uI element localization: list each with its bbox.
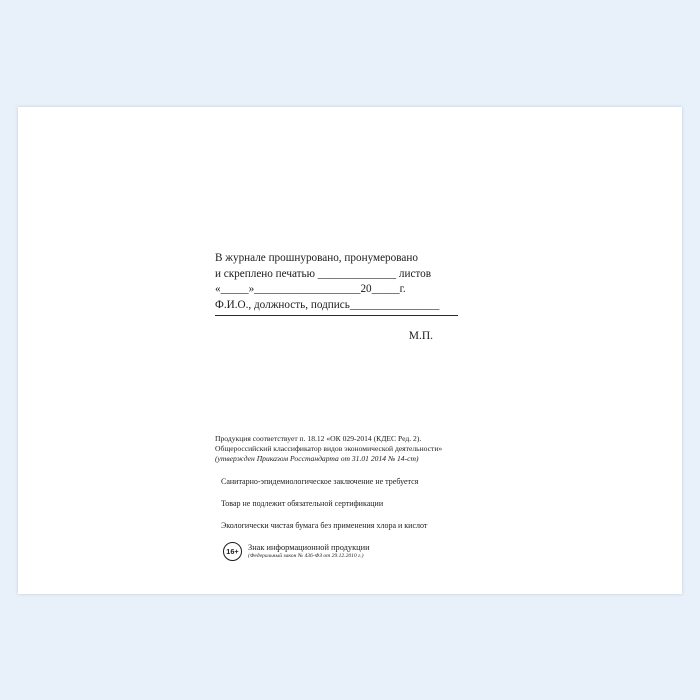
age-mark-row: [215, 542, 515, 561]
conformity-line-1: Продукция соответствует п. 18.12 «ОК 029-2014 (КДЕС Ред. 2).: [215, 434, 422, 443]
signature-rule: [215, 315, 458, 316]
age-rating-icon: 16+: [223, 542, 242, 561]
statement-eco-paper: Экологически чистая бумага без применения хлора и кислот: [221, 520, 428, 530]
legal-block: [215, 434, 515, 561]
legal-spacer-3: [215, 509, 515, 520]
conformity-line-3: (утвержден Приказом Росстандарта от 31.01 2014 № 14-ст): [215, 454, 419, 464]
statement-sanitary: Санитарно-эпидемиологическое заключение не требуется: [221, 476, 419, 486]
legal-spacer-2: [215, 487, 515, 498]
certification-line-4: Ф.И.О., должность, подпись________________: [215, 298, 440, 311]
certification-line-1: В журнале прошнуровано, пронумеровано: [215, 252, 418, 264]
legal-spacer: [215, 465, 515, 476]
age-mark-subtitle: (Федеральный закон № 436-ФЗ от 29.12.2010 г.): [248, 553, 364, 560]
certification-block: [215, 251, 495, 342]
document-page: [18, 107, 682, 594]
conformity-line-2: Общероссийский классификатор видов экономической деятельности»: [215, 444, 443, 454]
seal-label: М.П.: [408, 330, 433, 342]
statement-certification: Товар не подлежит обязательной сертификации: [221, 498, 384, 508]
certification-line-2: и скреплено печатью ______________ листов: [215, 267, 432, 280]
age-mark-title: Знак информационной продукции: [248, 543, 370, 553]
certification-line-3: «_____»___________________20_____г.: [215, 283, 406, 295]
age-mark-text: [248, 543, 370, 559]
